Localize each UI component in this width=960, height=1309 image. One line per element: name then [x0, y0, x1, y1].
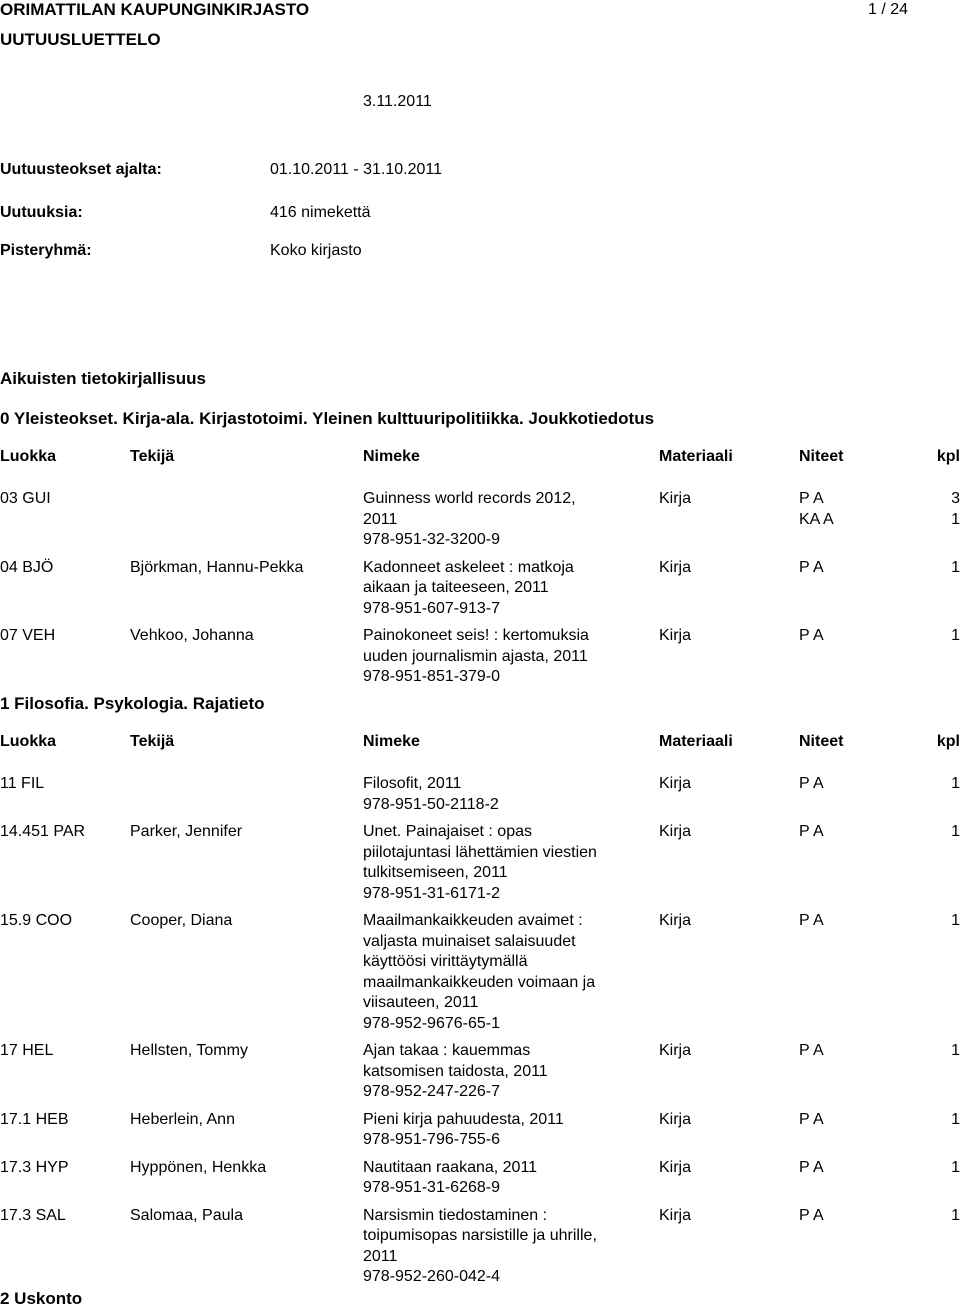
cell-nimeke-line: käyttöösi virittäytymällä — [363, 953, 528, 970]
column-header-luokka: Luokka — [0, 733, 57, 750]
cell-nimeke-line: Unet. Painajaiset : opas — [363, 823, 532, 840]
cell-tekija: Parker, Jennifer — [130, 823, 243, 840]
cell-kpl: 1 — [951, 823, 960, 840]
cell-kpl: 1 — [951, 1042, 960, 1059]
cell-nimeke-line: valjasta muinaiset salaisuudet — [363, 932, 576, 950]
cell-kpl: 3 — [951, 490, 960, 507]
cell-nimeke-line: aikaan ja taiteeseen, 2011 — [363, 579, 549, 596]
cell-nimeke-line: 978-951-796-755-6 — [363, 1131, 500, 1148]
cell-materiaali: Kirja — [659, 558, 692, 576]
count-value: 416 nimekettä — [270, 204, 371, 221]
cell-nimeke-line: 978-952-9676-65-1 — [363, 1014, 500, 1032]
column-header-kpl: kpl — [936, 448, 960, 465]
column-header-tekija: Tekijä — [130, 448, 175, 465]
cell-nimeke-line: 978-951-31-6171-2 — [363, 884, 500, 902]
cell-luokka: 03 GUI — [0, 490, 51, 507]
section-title: 0 Yleisteokset. Kirja-ala. Kirjastotoimi. Yleinen kulttuuripolitiikka. Joukkotiedotus — [0, 409, 655, 428]
cell-materiaali: Kirja — [659, 1042, 692, 1059]
cell-nimeke-line: Nautitaan raakana, 2011 — [363, 1158, 538, 1176]
cell-luokka: 17.1 HEB — [0, 1110, 69, 1128]
cell-niteet: P A — [799, 1042, 824, 1059]
cell-niteet: P A — [799, 490, 824, 507]
cell-nimeke-line: uuden journalismin ajasta, 2011 — [363, 647, 588, 665]
column-header-materiaali: Materiaali — [659, 733, 733, 750]
cell-tekija: Hyppönen, Henkka — [130, 1158, 267, 1176]
cell-kpl: 1 — [951, 1206, 960, 1224]
cell-kpl: 1 — [951, 1158, 960, 1176]
cell-kpl: 1 — [951, 912, 960, 929]
cell-nimeke-line: Narsismin tiedostaminen : — [363, 1206, 548, 1224]
cell-kpl: 1 — [951, 775, 960, 792]
cell-materiaali: Kirja — [659, 1206, 692, 1224]
cell-materiaali: Kirja — [659, 775, 692, 792]
cell-luokka: 17.3 SAL — [0, 1206, 66, 1224]
column-header-niteet: Niteet — [799, 448, 844, 465]
cell-luokka: 17 HEL — [0, 1042, 54, 1059]
cell-materiaali: Kirja — [659, 912, 692, 929]
cell-materiaali: Kirja — [659, 823, 692, 840]
cell-nimeke-line: 978-951-31-6268-9 — [363, 1179, 500, 1196]
cell-niteet: P A — [799, 912, 824, 929]
cell-luokka: 15.9 COO — [0, 912, 73, 929]
cell-nimeke-line: 2011 — [363, 1247, 398, 1265]
cell-nimeke-line: katsomisen taidosta, 2011 — [363, 1062, 548, 1080]
group-value: Koko kirjasto — [270, 242, 362, 259]
cell-nimeke-line: 978-951-50-2118-2 — [363, 795, 499, 813]
column-header-tekija: Tekijä — [130, 733, 175, 750]
cell-nimeke-line: toipumisopas narsistille ja uhrille, — [363, 1227, 597, 1244]
column-header-niteet: Niteet — [799, 733, 844, 750]
report-date: 3.11.2011 — [363, 93, 432, 110]
cell-tekija: Cooper, Diana — [130, 912, 233, 929]
cell-niteet: P A — [799, 823, 824, 840]
period-value: 01.10.2011 - 31.10.2011 — [270, 161, 442, 178]
cell-kpl: 1 — [951, 510, 960, 528]
cell-tekija: Vehkoo, Johanna — [130, 627, 254, 644]
cell-luokka: 11 FIL — [0, 775, 45, 792]
section-title: 1 Filosofia. Psykologia. Rajatieto — [0, 694, 265, 713]
cell-nimeke-line: viisauteen, 2011 — [363, 994, 479, 1011]
cell-luokka: 14.451 PAR — [0, 823, 86, 840]
column-header-luokka: Luokka — [0, 448, 57, 465]
cell-niteet: KA A — [799, 510, 834, 528]
cell-tekija: Salomaa, Paula — [130, 1206, 243, 1224]
cell-materiaali: Kirja — [659, 490, 692, 507]
cell-nimeke-line: Maailmankaikkeuden avaimet : — [363, 912, 583, 929]
column-header-kpl: kpl — [936, 733, 960, 750]
group-label: Pisteryhmä: — [0, 242, 92, 259]
list-title: UUTUUSLUETTELO — [0, 30, 161, 49]
cell-kpl: 1 — [951, 558, 960, 576]
column-header-nimeke: Nimeke — [363, 733, 420, 750]
cell-nimeke-line: piilotajuntasi lähettämien viestien — [363, 843, 597, 861]
category-title: Aikuisten tietokirjallisuus — [0, 369, 206, 388]
cell-kpl: 1 — [951, 627, 960, 644]
cell-niteet: P A — [799, 1158, 824, 1176]
column-header-nimeke: Nimeke — [363, 448, 420, 465]
cell-tekija: Heberlein, Ann — [130, 1110, 235, 1128]
section-title: 2 Uskonto — [0, 1289, 83, 1308]
cell-tekija: Björkman, Hannu-Pekka — [130, 558, 304, 576]
cell-nimeke-line: 978-951-851-379-0 — [363, 668, 500, 685]
cell-kpl: 1 — [951, 1110, 960, 1128]
cell-niteet: P A — [799, 1110, 824, 1128]
library-name: ORIMATTILAN KAUPUNGINKIRJASTO — [0, 0, 310, 19]
cell-nimeke-line: maailmankaikkeuden voimaan ja — [363, 973, 596, 991]
cell-luokka: 17.3 HYP — [0, 1158, 69, 1176]
column-header-materiaali: Materiaali — [659, 448, 733, 465]
cell-nimeke-line: 978-952-260-042-4 — [363, 1268, 500, 1285]
cell-materiaali: Kirja — [659, 1110, 692, 1128]
cell-nimeke-line: 2011 — [363, 510, 398, 528]
cell-tekija: Hellsten, Tommy — [130, 1042, 248, 1059]
cell-niteet: P A — [799, 775, 824, 792]
cell-nimeke-line: tulkitsemiseen, 2011 — [363, 864, 508, 881]
cell-niteet: P A — [799, 558, 824, 576]
cell-materiaali: Kirja — [659, 1158, 692, 1176]
cell-nimeke-line: Ajan takaa : kauemmas — [363, 1042, 531, 1059]
page-indicator: 1 / 24 — [868, 1, 909, 18]
cell-nimeke-line: Kadonneet askeleet : matkoja — [363, 558, 574, 576]
cell-nimeke-line: 978-951-32-3200-9 — [363, 531, 500, 548]
cell-luokka: 04 BJÖ — [0, 558, 54, 576]
cell-nimeke-line: Painokoneet seis! : kertomuksia — [363, 627, 589, 644]
cell-nimeke-line: Guinness world records 2012, — [363, 490, 576, 507]
period-label: Uutuusteokset ajalta: — [0, 161, 162, 178]
cell-niteet: P A — [799, 627, 824, 644]
cell-materiaali: Kirja — [659, 627, 692, 644]
cell-nimeke-line: Filosofit, 2011 — [363, 775, 462, 792]
cell-nimeke-line: 978-952-247-226-7 — [363, 1083, 500, 1100]
cell-nimeke-line: Pieni kirja pahuudesta, 2011 — [363, 1110, 564, 1128]
cell-niteet: P A — [799, 1206, 824, 1224]
count-label: Uutuuksia: — [0, 204, 83, 221]
cell-luokka: 07 VEH — [0, 627, 56, 644]
cell-nimeke-line: 978-951-607-913-7 — [363, 599, 500, 617]
